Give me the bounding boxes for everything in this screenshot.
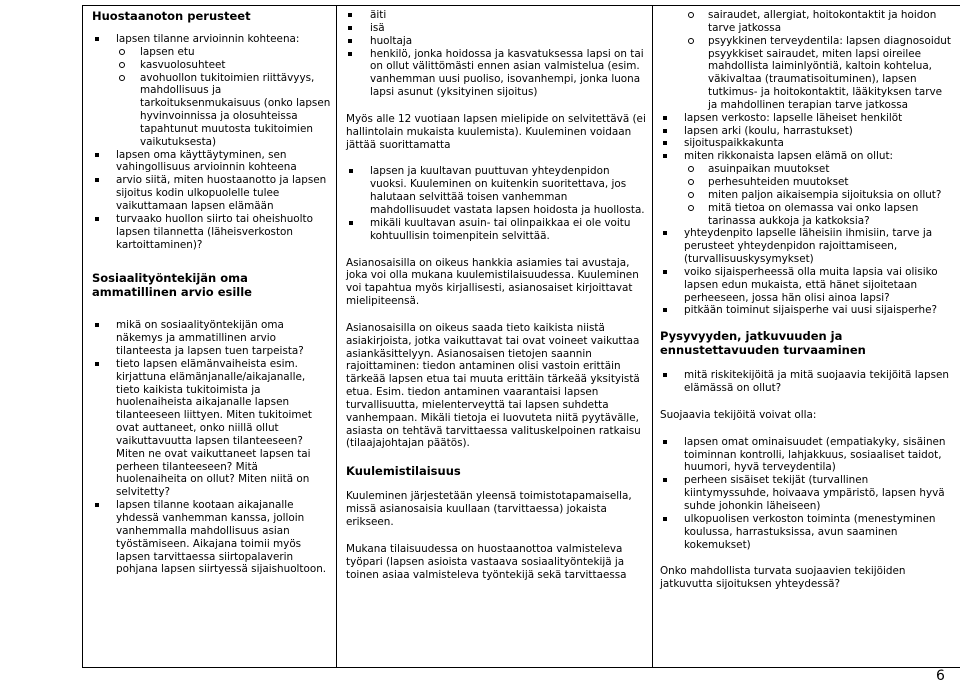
list-professional-assessment [92, 319, 332, 576]
sub-bullet-item: avohuollon tukitoimien riittävyys, mahdollisuus ja tarkoituksenmukaisuus (onko lapsen hyvinvoinnissa ja olosuhteissa tapahtunut muutosta tukitoimien vaikutuksesta) [92, 72, 332, 149]
bullet-item: turvaako huollon siirto tai oheishuolto lapsen tilannetta (läheisverkoston kartoittaminen)? [92, 213, 332, 252]
bullet-item: mitä riskitekijöitä ja mitä suojaavia tekijöitä lapsen elämässä on ollut? [660, 369, 952, 395]
bullet-item: isä [346, 22, 646, 35]
bullet-item: arvio siitä, miten huostaanotto ja lapsen sijoitus kodin ulkopuolelle tulee vaikuttamaan lapsen elämään [92, 174, 332, 213]
bullet-item: ulkopuolisen verkoston toiminta (menestyminen koulussa, harrastuksissa, avun saaminen kokemukset) [660, 513, 952, 552]
list-protective-factors [660, 436, 952, 552]
column-divider-2 [652, 5, 653, 668]
sub-bullet-item: psyykkinen terveydentila: lapsen diagnosoidut psyykkiset sairaudet, miten lapsi oireilee mahdollista laiminlyöntiä, kaltoin kohtelua, väkivaltaa (traumatisoituminen), lapsen tutkimus- ja hoitokontaktit, lääkityksen tarve ja mahdollinen terapian tarve jatkossa [660, 35, 952, 112]
bullet-item: henkilö, jonka hoidossa ja kasvatuksessa lapsi on tai on ollut välittömästi ennen asian valmistelua (esim. vanhemman uusi puoliso, isovanhempi, jonka luona lapsi asunut (yksityinen sijoitus) [346, 48, 646, 99]
list-heard-parties [346, 9, 646, 99]
bullet-item: lapsen ja kuultavan puuttuvan yhteydenpidon vuoksi. Kuuleminen on kuitenkin suoritettava, jos halutaan selvittää toisen vanhemman mahdollisuudet vastata lapsen hoidosta ja huollosta. [346, 165, 646, 216]
list-hearing-exceptions [346, 165, 646, 242]
page-number: 6 [936, 668, 945, 684]
bullet-item: lapsen tilanne arvioinnin kohteena: [92, 33, 332, 46]
bullet-item: huoltaja [346, 35, 646, 48]
bullet-item: lapsen arki (koulu, harrastukset) [660, 125, 952, 138]
bullet-item: lapsen oma käyttäytyminen, sen vahingollisuus arvioinnin kohteena [92, 149, 332, 175]
bullet-item: sijoituspaikkakunta [660, 137, 952, 150]
paragraph-hearing-participants: Mukana tilaisuudessa on huostaanottoa valmisteleva työpari (lapsen asioista vastaava sosiaalityöntekijä ja toinen asiaa valmisteleva työntekijä sekä tarvittaessa [346, 542, 627, 581]
section-heading-pysyvyys: Pysyvyyden, jatkuvuuden ja ennustettavuuden turvaaminen [660, 329, 866, 358]
list-criteria [92, 33, 332, 251]
section-heading-kuulemistilaisuus: Kuulemistilaisuus [346, 464, 461, 479]
bullet-item: pitkään toiminut sijaisperhe vai uusi sijaisperhe? [660, 304, 952, 317]
bullet-item: äiti [346, 9, 646, 22]
sub-bullet-item: sairaudet, allergiat, hoitokontaktit ja hoidon tarve jatkossa [660, 9, 952, 35]
sub-bullet-item: mitä tietoa on olemassa vai onko lapsen tarinassa aukkoja ja katkoksia? [660, 202, 952, 228]
paragraph-attorney: Asianosaisilla on oikeus hankkia asiamies tai avustaja, joka voi olla mukana kuulemistilaisuudessa. Kuuleminen voi tapahtua myös kirjallisesti, asianosaiset kirjoittavat mielipiteensä. [346, 256, 639, 308]
paragraph-hearing-arrangement: Kuuleminen järjestetään yleensä toimistotapamaisella, missä asianosaisia kuullaan (tarvittaessa) jokaista erikseen. [346, 490, 632, 528]
section-heading-huostaanoton-perusteet: Huostaanoton perusteet [92, 9, 251, 23]
sub-bullet-item: perhesuhteiden muutokset [660, 176, 952, 189]
paragraph-documents: Asianosaisilla on oikeus saada tieto kaikista niistä asiakirjoista, jotka vaikuttavat tai ovat voineet vaikuttaa asiankäsittelyyn. Asianosaisen tietojen saannin rajoittaminen: tiedon antaminen olisi vastoin erittäin tärkeää lapsen etua tai muuta erittäin tärkeää yksityistä etua. Esim. tiedon antaminen vaarantaisi lapsen turvallisuutta, mielenterveyttä tai lapsen suhdetta vanhempaan. Mikäli tietoja ei luovuteta niitä pyytävälle, asiasta on tehtävä tarvittaessa valituskelpoinen ratkaisu (tilaajajohtajan päätös). [346, 321, 641, 450]
sub-bullet-item: miten paljon aikaisempia sijoituksia on ollut? [660, 189, 952, 202]
sub-bullet-item: lapsen etu [92, 46, 332, 59]
column-1 [92, 9, 332, 576]
bullet-item: yhteydenpito lapselle läheisiin ihmisiin, tarve ja perusteet yhteydenpidon rajoittamiseen, (turvallisuuskysymykset) [660, 227, 952, 266]
bullet-item: miten rikkonaista lapsen elämä on ollut: [660, 150, 952, 163]
bullet-item: lapsen verkosto: lapselle läheiset henkilöt [660, 112, 952, 125]
section-heading-ammatillinen-arvio: Sosiaalityöntekijän oma ammatillinen arvio esille [92, 271, 252, 300]
sub-bullet-item: kasvuolosuhteet [92, 59, 332, 72]
column-divider-1 [336, 5, 337, 668]
paragraph-continuity-question: Onko mahdollista turvata suojaavien tekijöiden jatkuvutta sijoituksen yhteydessä? [660, 565, 906, 591]
bullet-item: lapsen omat ominaisuudet (empatiakyky, sisäinen toiminnan kontrolli, lahjakkuus, sosiaaliset taidot, huumori, hyvä terveydentila) [660, 436, 952, 475]
column-2 [346, 9, 646, 581]
bullet-item: voiko sijaisperheessä olla muita lapsia vai olisiko lapsen edun mukaista, että hänet sijoitetaan perheeseen, jossa hän olisi ainoa lapsi? [660, 266, 952, 305]
bullet-item: lapsen tilanne kootaan aikajanalle yhdessä vanhemman kanssa, jolloin vanhemmalla mahdollisuus asian työstämiseen. Aikajana toimii myös lapsen tarvittaessa siirtopalaverin pohjana lapsen siirtyessä sijaishuoltoon. [92, 499, 332, 576]
list-risk-factors [660, 369, 952, 395]
paragraph-child-opinion: Myös alle 12 vuotiaan lapsen mielipide on selvitettävä (ei hallintolain mukaista kuulemista). Kuuleminen voidaan jättää suorittamatta [346, 112, 646, 151]
sub-bullet-item: asuinpaikan muutokset [660, 163, 952, 176]
paragraph-protective-intro: Suojaavia tekijöitä voivat olla: [660, 408, 817, 421]
bullet-item: perheen sisäiset tekijät (turvallinen kiintymyssuhde, hoivaava ympäristö, lapsen hyvä suhde johonkin läheiseen) [660, 474, 952, 513]
list-child-needs [660, 9, 952, 317]
bullet-item: tieto lapsen elämänvaiheista esim. kirjattuna elämänjanalle/aikajanalle, tieto kaikista tukitoimista ja huolenaiheista aikajanalle lapsen tilanteeseen liittyen. Miten tukitoimet ovat auttaneet, onko niillä ollut vaikuttavuutta lapsen tilanteeseen? Miten ne ovat vaikuttaneet lapsen tai perheen tilanteeseen? Mitä huolenaiheita on ollut? Miten niitä on selvitetty? [92, 358, 332, 499]
column-3 [660, 9, 952, 591]
bullet-item: mikä on sosiaalityöntekijän oma näkemys ja ammatillinen arvio tilanteesta ja lapsen tuen tarpeista? [92, 319, 332, 358]
bullet-item: mikäli kuultavan asuin- tai olinpaikkaa ei ole voitu kohtuullisin toimenpitein selvittää. [346, 217, 646, 243]
